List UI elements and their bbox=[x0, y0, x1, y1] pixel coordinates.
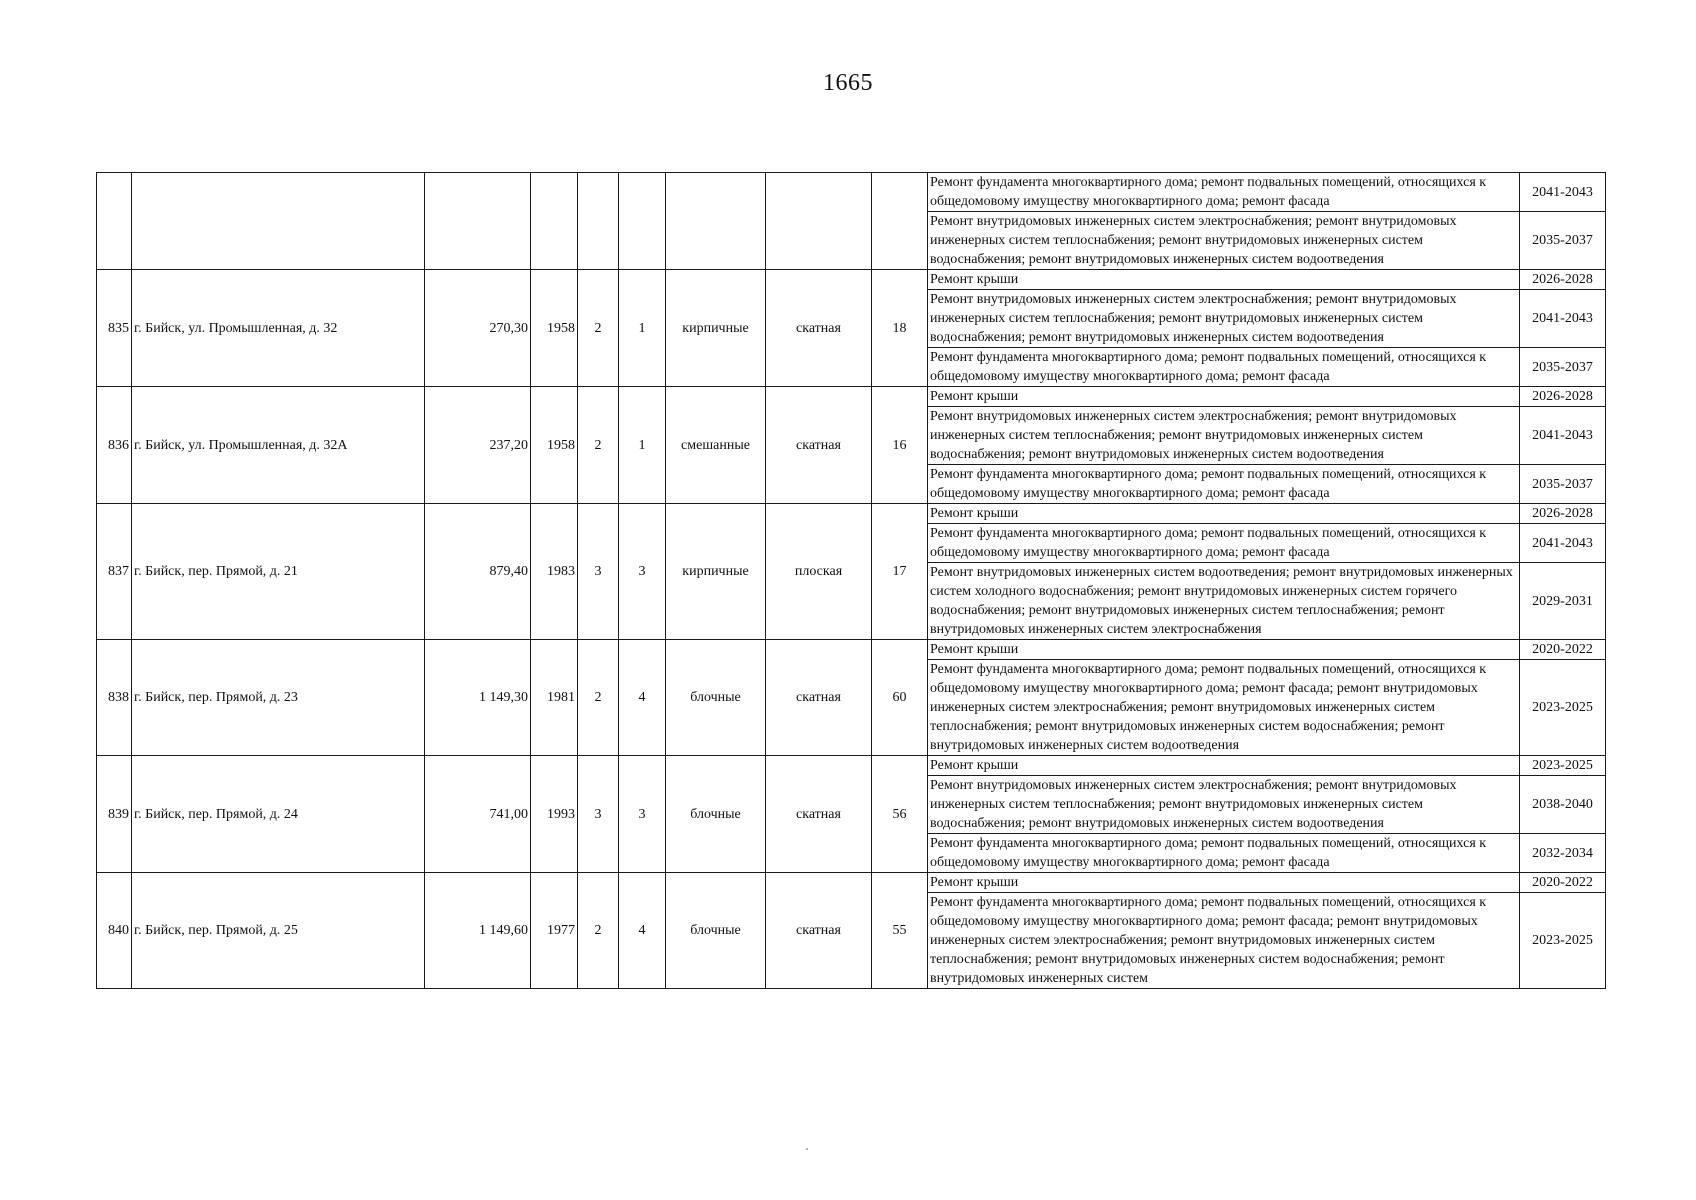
work-period: 2020-2022 bbox=[1520, 873, 1606, 893]
wall-material: кирпичные bbox=[666, 270, 766, 387]
work-period: 2023-2025 bbox=[1520, 660, 1606, 756]
wall-material: блочные bbox=[666, 640, 766, 756]
scan-speck bbox=[806, 1148, 808, 1150]
table-row bbox=[97, 387, 1606, 407]
roof-type: скатная bbox=[766, 756, 872, 873]
roof-type: скатная bbox=[766, 270, 872, 387]
empty-cell-address bbox=[132, 173, 425, 270]
house-area: 1 149,60 bbox=[425, 873, 531, 989]
work-description: Ремонт внутридомовых инженерных систем электроснабжения; ремонт внутридомовых инженерных систем теплоснабжения; ремонт внутридомовых инженерных систем водоснабжения; ремонт внутридомовых инженерных систем водоотведения bbox=[928, 290, 1520, 348]
empty-cell-walls bbox=[666, 173, 766, 270]
work-description: Ремонт фундамента многоквартирного дома; ремонт подвальных помещений, относящихся к общедомовому имуществу многоквартирного дома; ремонт фасада; ремонт внутридомовых инженерных систем электроснабжения; ремонт внутридомовых инженерных систем теплоснабжения; ремонт внутридомовых инженерных систем водоснабжения; ремонт внутридомовых инженерных систем водоотведения bbox=[928, 660, 1520, 756]
floor-count: 3 bbox=[578, 504, 619, 640]
table-row bbox=[97, 873, 1606, 893]
work-description: Ремонт внутридомовых инженерных систем электроснабжения; ремонт внутридомовых инженерных систем теплоснабжения; ремонт внутридомовых инженерных систем водоснабжения; ремонт внутридомовых инженерных систем водоотведения bbox=[928, 407, 1520, 465]
page-number: 1665 bbox=[823, 70, 873, 96]
work-description: Ремонт внутридомовых инженерных систем водоотведения; ремонт внутридомовых инженерных систем холодного водоснабжения; ремонт внутридомовых инженерных систем горячего водоснабжения; ремонт внутридомовых инженерных систем теплоснабжения; ремонт внутридомовых инженерных систем электроснабжения bbox=[928, 563, 1520, 640]
work-period: 2029-2031 bbox=[1520, 563, 1606, 640]
row-number: 838 bbox=[97, 640, 132, 756]
housing-repair-table bbox=[96, 172, 1606, 989]
wall-material: блочные bbox=[666, 756, 766, 873]
work-description: Ремонт фундамента многоквартирного дома; ремонт подвальных помещений, относящихся к общедомовому имуществу многоквартирного дома; ремонт фасада bbox=[928, 834, 1520, 873]
apartment-count: 60 bbox=[872, 640, 928, 756]
house-area: 1 149,30 bbox=[425, 640, 531, 756]
continuation-row bbox=[97, 173, 1606, 212]
house-address: г. Бийск, пер. Прямой, д. 25 bbox=[132, 873, 425, 989]
wall-material: смешанные bbox=[666, 387, 766, 504]
construction-year: 1993 bbox=[531, 756, 578, 873]
roof-type: скатная bbox=[766, 873, 872, 989]
floor-count: 3 bbox=[578, 756, 619, 873]
empty-cell-roof bbox=[766, 173, 872, 270]
empty-cell-entrances bbox=[619, 173, 666, 270]
construction-year: 1958 bbox=[531, 270, 578, 387]
house-address: г. Бийск, ул. Промышленная, д. 32А bbox=[132, 387, 425, 504]
entrance-count: 1 bbox=[619, 387, 666, 504]
apartment-count: 55 bbox=[872, 873, 928, 989]
row-number: 835 bbox=[97, 270, 132, 387]
house-area: 237,20 bbox=[425, 387, 531, 504]
work-description: Ремонт фундамента многоквартирного дома; ремонт подвальных помещений, относящихся к общедомовому имуществу многоквартирного дома; ремонт фасада bbox=[928, 465, 1520, 504]
entrance-count: 4 bbox=[619, 873, 666, 989]
entrance-count: 3 bbox=[619, 756, 666, 873]
work-description: Ремонт фундамента многоквартирного дома; ремонт подвальных помещений, относящихся к общедомовому имуществу многоквартирного дома; ремонт фасада bbox=[928, 348, 1520, 387]
apartment-count: 16 bbox=[872, 387, 928, 504]
apartment-count: 17 bbox=[872, 504, 928, 640]
work-description: Ремонт внутридомовых инженерных систем электроснабжения; ремонт внутридомовых инженерных систем теплоснабжения; ремонт внутридомовых инженерных систем водоснабжения; ремонт внутридомовых инженерных систем водоотведения bbox=[928, 776, 1520, 834]
entrance-count: 4 bbox=[619, 640, 666, 756]
entrance-count: 1 bbox=[619, 270, 666, 387]
table-row bbox=[97, 270, 1606, 290]
work-description: Ремонт крыши bbox=[928, 504, 1520, 524]
work-description: Ремонт фундамента многоквартирного дома; ремонт подвальных помещений, относящихся к общедомовому имуществу многоквартирного дома; ремонт фасада bbox=[928, 524, 1520, 563]
table-row bbox=[97, 640, 1606, 660]
work-description: Ремонт внутридомовых инженерных систем электроснабжения; ремонт внутридомовых инженерных систем теплоснабжения; ремонт внутридомовых инженерных систем водоснабжения; ремонт внутридомовых инженерных систем водоотведения bbox=[928, 212, 1520, 270]
construction-year: 1958 bbox=[531, 387, 578, 504]
house-area: 270,30 bbox=[425, 270, 531, 387]
empty-cell-area bbox=[425, 173, 531, 270]
work-description: Ремонт фундамента многоквартирного дома; ремонт подвальных помещений, относящихся к общедомовому имуществу многоквартирного дома; ремонт фасада; ремонт внутридомовых инженерных систем электроснабжения; ремонт внутридомовых инженерных систем теплоснабжения; ремонт внутридомовых инженерных систем водоснабжения; ремонт внутридомовых инженерных систем bbox=[928, 893, 1520, 989]
empty-cell-apartments bbox=[872, 173, 928, 270]
work-period: 2035-2037 bbox=[1520, 212, 1606, 270]
house-address: г. Бийск, пер. Прямой, д. 21 bbox=[132, 504, 425, 640]
empty-cell-floors bbox=[578, 173, 619, 270]
apartment-count: 18 bbox=[872, 270, 928, 387]
wall-material: кирпичные bbox=[666, 504, 766, 640]
work-period: 2038-2040 bbox=[1520, 776, 1606, 834]
work-period: 2026-2028 bbox=[1520, 387, 1606, 407]
house-address: г. Бийск, пер. Прямой, д. 23 bbox=[132, 640, 425, 756]
empty-cell-num bbox=[97, 173, 132, 270]
work-period: 2026-2028 bbox=[1520, 504, 1606, 524]
house-address: г. Бийск, пер. Прямой, д. 24 bbox=[132, 756, 425, 873]
floor-count: 2 bbox=[578, 640, 619, 756]
construction-year: 1981 bbox=[531, 640, 578, 756]
construction-year: 1977 bbox=[531, 873, 578, 989]
table-row bbox=[97, 756, 1606, 776]
table-body bbox=[97, 173, 1606, 989]
work-period: 2041-2043 bbox=[1520, 173, 1606, 212]
work-period: 2026-2028 bbox=[1520, 270, 1606, 290]
work-description: Ремонт крыши bbox=[928, 756, 1520, 776]
row-number: 839 bbox=[97, 756, 132, 873]
row-number: 837 bbox=[97, 504, 132, 640]
floor-count: 2 bbox=[578, 387, 619, 504]
row-number: 836 bbox=[97, 387, 132, 504]
empty-cell-year bbox=[531, 173, 578, 270]
work-description: Ремонт крыши bbox=[928, 640, 1520, 660]
work-period: 2023-2025 bbox=[1520, 756, 1606, 776]
house-address: г. Бийск, ул. Промышленная, д. 32 bbox=[132, 270, 425, 387]
roof-type: скатная bbox=[766, 640, 872, 756]
work-period: 2020-2022 bbox=[1520, 640, 1606, 660]
work-description: Ремонт крыши bbox=[928, 270, 1520, 290]
work-period: 2041-2043 bbox=[1520, 407, 1606, 465]
work-period: 2035-2037 bbox=[1520, 465, 1606, 504]
apartment-count: 56 bbox=[872, 756, 928, 873]
house-area: 741,00 bbox=[425, 756, 531, 873]
wall-material: блочные bbox=[666, 873, 766, 989]
construction-year: 1983 bbox=[531, 504, 578, 640]
work-period: 2035-2037 bbox=[1520, 348, 1606, 387]
work-description: Ремонт крыши bbox=[928, 873, 1520, 893]
floor-count: 2 bbox=[578, 270, 619, 387]
work-description: Ремонт крыши bbox=[928, 387, 1520, 407]
work-period: 2023-2025 bbox=[1520, 893, 1606, 989]
work-period: 2041-2043 bbox=[1520, 524, 1606, 563]
roof-type: плоская bbox=[766, 504, 872, 640]
work-period: 2041-2043 bbox=[1520, 290, 1606, 348]
floor-count: 2 bbox=[578, 873, 619, 989]
roof-type: скатная bbox=[766, 387, 872, 504]
work-description: Ремонт фундамента многоквартирного дома; ремонт подвальных помещений, относящихся к общедомовому имуществу многоквартирного дома; ремонт фасада bbox=[928, 173, 1520, 212]
work-period: 2032-2034 bbox=[1520, 834, 1606, 873]
table-row bbox=[97, 504, 1606, 524]
row-number: 840 bbox=[97, 873, 132, 989]
entrance-count: 3 bbox=[619, 504, 666, 640]
house-area: 879,40 bbox=[425, 504, 531, 640]
